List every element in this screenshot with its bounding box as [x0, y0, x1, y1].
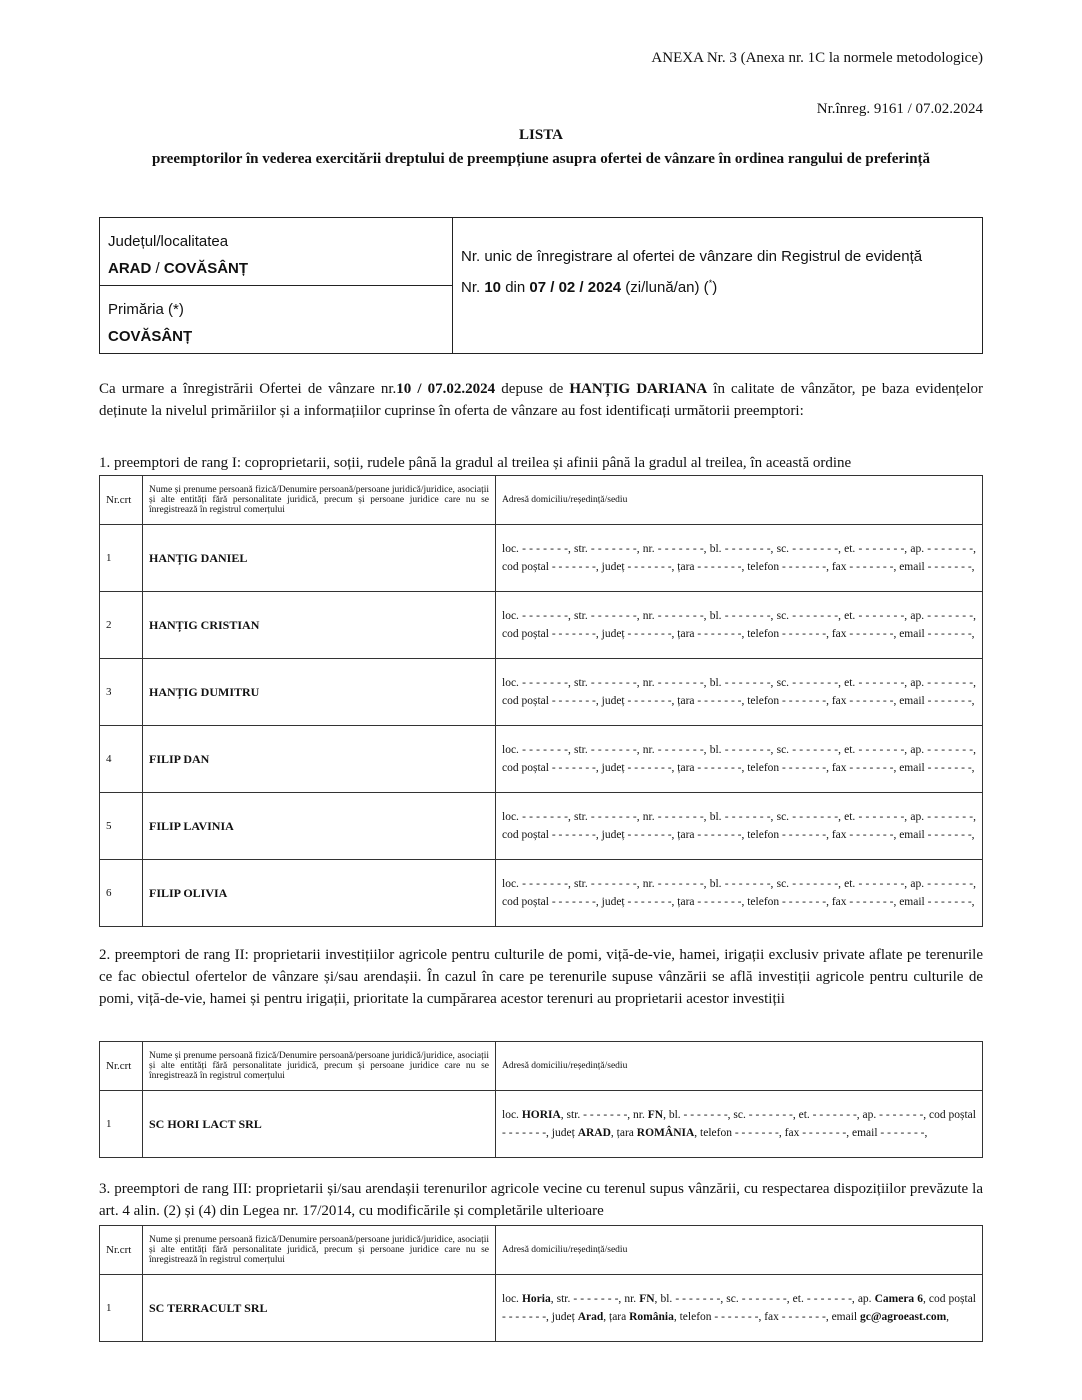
offer-number: Nr. 10 din 07 / 02 / 2024 (zi/lună/an) (*)	[461, 278, 718, 296]
section-heading-3: 3. preemptori de rang III: proprietarii și/sau arendașii terenurilor agricole vecine cu terenul supus vânzării, cu respectarea dispozițiilor prevăzute la art. 4 alin. (2) și (4) din Legea nr. 17/2014, cu modificările și completările ulterioare	[99, 1181, 983, 1219]
address-segment: , telefon - - - - - - -, fax - - - - - - -, email - - - - - - -,	[694, 1127, 928, 1139]
county-cell	[100, 218, 452, 285]
row-address	[496, 726, 983, 793]
row-name: SC TERRACULT SRL	[143, 1275, 496, 1342]
row-nr: 1	[100, 1275, 143, 1342]
address-segment: , țara	[603, 1311, 630, 1323]
header-nr: Nr.crt	[100, 1226, 143, 1275]
address-segment: loc. - - - - - - -, str. - - - - - - -, nr. - - - - - - -, bl. - - - - - - -, sc. - - - - - - -, et. - - - - - - -, ap. - - - - - - -, cod poștal - - - - - - -, județ - - - - - - -, țara - - - - - - -, telefon - - - - - - -, fax - - - - - - -, email - - - - - - -,	[502, 677, 976, 707]
header-address: Adresă domiciliu/reședință/sediu	[496, 1042, 983, 1091]
registration-number: Nr.înreg. 9161 / 07.02.2024	[816, 101, 983, 117]
subtitle: preemptorilor în vederea exercitării dreptului de preempțiune asupra ofertei de vânzare în ordinea rangului de preferință	[151, 151, 931, 167]
address-segment: , telefon - - - - - - -, fax - - - - - - -, email	[673, 1311, 860, 1323]
row-nr: 6	[100, 860, 143, 927]
address-segment: , str. - - - - - - -, nr.	[560, 1109, 648, 1121]
preemptor-table-1	[99, 475, 983, 927]
row-name: HANȚIG DUMITRU	[143, 659, 496, 726]
header-name: Nume și prenume persoană fizică/Denumire persoană/persoane juridică/juridice, asociații și alte entități fără personalitate juridică, precum și persoane juridice care nu se înregistrează în registrul comerțului	[143, 1042, 496, 1091]
intro-paragraph: Ca urmare a înregistrării Ofertei de vânzare nr.10 / 07.02.2024 depuse de HANȚIG DARIANA în calitate de vânzător, pe baza evidențelor deținute la nivelul primăriilor și a informațiilor cuprinse în oferta de vânzare au fost identificați următorii preemptori:	[99, 381, 983, 419]
section-heading-2: 2. preemptori de rang II: proprietarii investițiilor agricole pentru culturile de pomi, viță-de-vie, hamei, irigații exclusiv private aflate pe terenurile ce fac obiectul ofertelor de vânzare și/sau arendașii. În cazul în care pe terenurile supuse vânzării se află investiții agricole pentru culturile de pomi, viță-de-vie, hamei și pentru irigații, prioritate la cumpărarea acestor terenuri au proprietarii acestor investiții	[99, 947, 983, 1007]
table-row	[100, 860, 983, 927]
address-segment: loc.	[502, 1109, 522, 1121]
table-header-row	[100, 1226, 983, 1275]
row-address	[496, 1091, 983, 1158]
row-nr: 1	[100, 525, 143, 592]
preemptor-table-3	[99, 1225, 983, 1342]
address-segment: Arad	[577, 1311, 604, 1323]
address-segment: , țara	[610, 1127, 637, 1139]
address-segment: gc@agroeast.com	[860, 1311, 947, 1323]
hall-label: Primăria (*)	[108, 301, 184, 318]
address-segment: loc. - - - - - - -, str. - - - - - - -, nr. - - - - - - -, bl. - - - - - - -, sc. - - - - - - -, et. - - - - - - -, ap. - - - - - - -, cod poștal - - - - - - -, județ - - - - - - -, țara - - - - - - -, telefon - - - - - - -, fax - - - - - - -, email - - - - - - -,	[502, 610, 976, 640]
table-row	[100, 525, 983, 592]
table-row	[100, 592, 983, 659]
address-segment: , bl. - - - - - - -, sc. - - - - - - -, et. - - - - - - -, ap.	[654, 1293, 875, 1305]
section-heading-1: 1. preemptori de rang I: coproprietarii, soții, rudele până la gradul al treilea și afinii până la gradul al treilea, în această ordine	[99, 455, 852, 471]
address-segment: , str. - - - - - - -, nr.	[550, 1293, 640, 1305]
address-segment: Camera 6	[874, 1293, 923, 1305]
address-segment: FN	[647, 1109, 664, 1121]
address-segment: loc. - - - - - - -, str. - - - - - - -, nr. - - - - - - -, bl. - - - - - - -, sc. - - - - - - -, et. - - - - - - -, ap. - - - - - - -, cod poștal - - - - - - -, județ - - - - - - -, țara - - - - - - -, telefon - - - - - - -, fax - - - - - - -, email - - - - - - -,	[502, 811, 976, 841]
hall-value: COVĂSÂNȚ	[108, 328, 193, 345]
table-header-row	[100, 476, 983, 525]
table-header-row	[100, 1042, 983, 1091]
row-name: FILIP DAN	[143, 726, 496, 793]
hall-cell	[100, 285, 452, 353]
address-segment: HORIA	[521, 1109, 561, 1121]
row-address	[496, 1275, 983, 1342]
table-row	[100, 1091, 983, 1158]
address-segment: loc.	[502, 1293, 522, 1305]
header-address: Adresă domiciliu/reședință/sediu	[496, 476, 983, 525]
row-nr: 3	[100, 659, 143, 726]
row-address	[496, 860, 983, 927]
title: LISTA	[519, 127, 563, 143]
header-nr: Nr.crt	[100, 476, 143, 525]
row-address	[496, 659, 983, 726]
row-address	[496, 525, 983, 592]
address-segment: , cod poștal - - - - - - -, județ	[502, 1293, 977, 1323]
address-segment: loc. - - - - - - -, str. - - - - - - -, nr. - - - - - - -, bl. - - - - - - -, sc. - - - - - - -, et. - - - - - - -, ap. - - - - - - -, cod poștal - - - - - - -, județ - - - - - - -, țara - - - - - - -, telefon - - - - - - -, fax - - - - - - -, email - - - - - - -,	[502, 744, 976, 774]
row-nr: 2	[100, 592, 143, 659]
document-title	[99, 123, 983, 171]
table-row	[100, 793, 983, 860]
offer-cell	[453, 218, 982, 353]
address-segment: Horia	[521, 1293, 551, 1305]
header-address: Adresă domiciliu/reședință/sediu	[496, 1226, 983, 1275]
row-name: FILIP LAVINIA	[143, 793, 496, 860]
row-nr: 4	[100, 726, 143, 793]
county-value: ARAD / COVĂSÂNȚ	[108, 260, 249, 277]
table-row	[100, 1275, 983, 1342]
row-nr: 5	[100, 793, 143, 860]
address-segment: loc. - - - - - - -, str. - - - - - - -, nr. - - - - - - -, bl. - - - - - - -, sc. - - - - - - -, et. - - - - - - -, ap. - - - - - - -, cod poștal - - - - - - -, județ - - - - - - -, țara - - - - - - -, telefon - - - - - - -, fax - - - - - - -, email - - - - - - -,	[502, 543, 976, 573]
offer-label: Nr. unic de înregistrare al ofertei de vânzare din Registrul de evidență	[461, 248, 923, 265]
address-segment: loc. - - - - - - -, str. - - - - - - -, nr. - - - - - - -, bl. - - - - - - -, sc. - - - - - - -, et. - - - - - - -, ap. - - - - - - -, cod poștal - - - - - - -, județ - - - - - - -, țara - - - - - - -, telefon - - - - - - -, fax - - - - - - -, email - - - - - - -,	[502, 878, 976, 908]
table-row	[100, 726, 983, 793]
table-row	[100, 659, 983, 726]
county-label: Județul/localitatea	[108, 233, 229, 250]
info-box	[99, 217, 983, 354]
annex-label: ANEXA Nr. 3 (Anexa nr. 1C la normele metodologice)	[651, 50, 983, 66]
address-segment: , bl. - - - - - - -, sc. - - - - - - -, et. - - - - - - -, ap. - - - - - - -, cod poștal - - - - - - -, județ	[502, 1109, 976, 1139]
address-segment: ROMÂNIA	[636, 1127, 695, 1139]
address-segment: România	[629, 1311, 674, 1323]
row-address	[496, 592, 983, 659]
header-name: Nume și prenume persoană fizică/Denumire persoană/persoane juridică/juridice, asociații și alte entități fără personalitate juridică, precum și persoane juridice care nu se înregistrează în registrul comerțului	[143, 1226, 496, 1275]
header-nr: Nr.crt	[100, 1042, 143, 1091]
row-address	[496, 793, 983, 860]
row-name: SC HORI LACT SRL	[143, 1091, 496, 1158]
row-name: HANȚIG DANIEL	[143, 525, 496, 592]
row-nr: 1	[100, 1091, 143, 1158]
header-name: Nume și prenume persoană fizică/Denumire persoană/persoane juridică/juridice, asociații și alte entități fără personalitate juridică, precum și persoane juridice care nu se înregistrează în registrul comerțului	[143, 476, 496, 525]
row-name: FILIP OLIVIA	[143, 860, 496, 927]
address-segment: FN	[639, 1293, 655, 1305]
row-name: HANȚIG CRISTIAN	[143, 592, 496, 659]
address-segment: ARAD	[577, 1127, 611, 1139]
preemptor-table-2	[99, 1041, 983, 1158]
address-segment: ,	[946, 1311, 950, 1323]
